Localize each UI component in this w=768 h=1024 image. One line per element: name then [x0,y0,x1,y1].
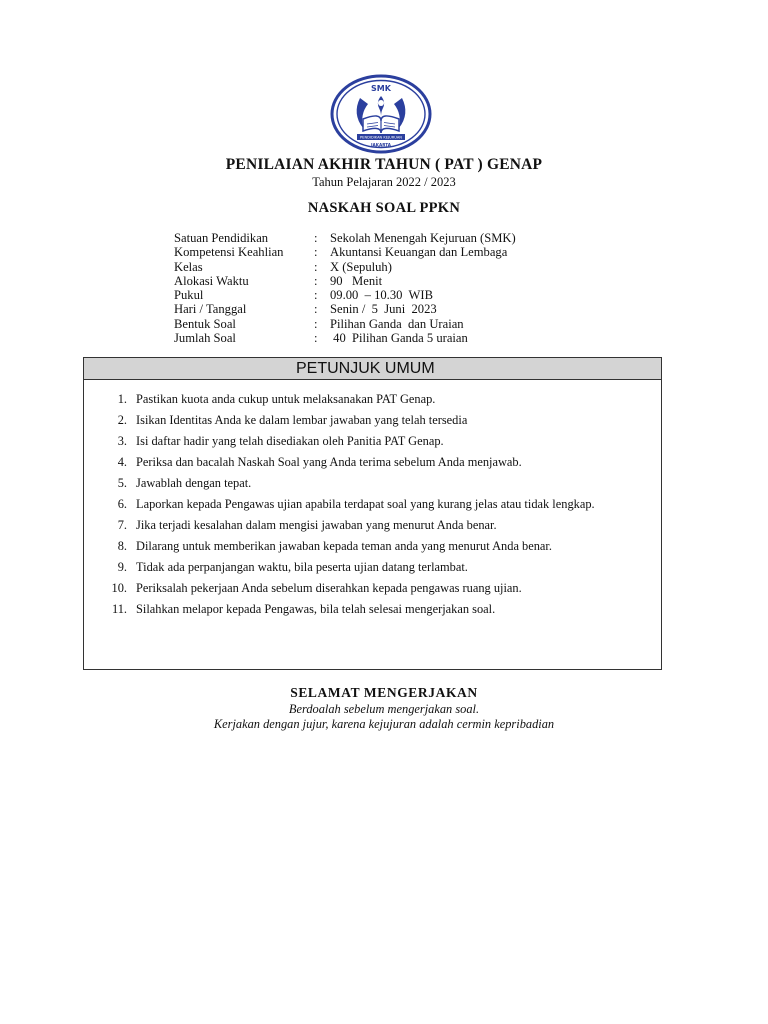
info-row [174,331,516,345]
info-label: Kelas [174,259,203,274]
list-item-text: Dilarang untuk memberikan jawaban kepada teman anda yang menurut Anda benar. [136,539,552,553]
list-item [84,473,661,494]
info-value: Pilihan Ganda dan Uraian [330,316,464,331]
info-colon: : [314,273,318,288]
list-item-text: Jawablah dengan tepat. [136,476,252,490]
list-item [84,515,661,536]
info-label: Hari / Tanggal [174,302,247,317]
document-title: PENILAIAN AKHIR TAHUN ( PAT ) GENAP [225,156,543,173]
list-item-text: Laporkan kepada Pengawas ujian apabila terdapat soal yang kurang jelas atau tidak lengkap. [136,497,595,511]
list-item-text: Isikan Identitas Anda ke dalam lembar jawaban yang telah tersedia [136,413,468,427]
instructions-box [83,357,662,670]
logo-top-text: SMK [371,84,391,93]
info-label: Satuan Pendidikan [174,231,269,245]
info-row [174,260,516,274]
info-label: Pukul [174,288,204,303]
academic-year: Tahun Pelajaran 2022 / 2023 [312,175,456,189]
info-row [174,302,516,316]
info-colon: : [314,302,318,317]
info-value: 90 Menit [330,273,383,288]
list-item [84,557,661,578]
list-item-number: 5. [117,476,127,490]
info-row [174,231,516,245]
info-value: 09.00 – 10.30 WIB [330,288,433,303]
list-item-number: 9. [117,560,127,574]
list-item-number: 11. [111,602,127,616]
list-item-number: 2. [117,413,127,427]
logo-bottom-text: JAKARTA [370,142,392,148]
list-item-number: 3. [117,434,127,448]
info-value: X (Sepuluh) [330,259,392,274]
info-value: 40 Pilihan Ganda 5 uraian [330,331,468,346]
school-logo [330,74,432,154]
info-label: Alokasi Waktu [174,273,249,288]
info-row [174,274,516,288]
list-item [84,536,661,557]
info-colon: : [314,331,318,346]
list-item-number: 10. [111,581,127,595]
subject-title: NASKAH SOAL PPKN [307,200,461,216]
info-value: Senin / 5 Juni 2023 [330,302,437,317]
info-colon: : [314,245,318,260]
list-item [84,599,661,620]
instructions-list [84,389,661,620]
list-item [84,452,661,473]
list-item-number: 6. [117,497,127,511]
logo-banner-text: PENDIDIKAN KEJURUAN [360,135,402,140]
list-item [84,410,661,431]
info-row [174,288,516,302]
info-colon: : [314,316,318,331]
info-row [174,317,516,331]
list-item-number: 4. [117,455,127,469]
list-item-text: Periksa dan bacalah Naskah Soal yang Anda terima sebelum Anda menjawab. [136,455,522,469]
list-item-text: Jika terjadi kesalahan dalam mengisi jawaban yang menurut Anda benar. [136,518,497,532]
list-item-text: Tidak ada perpanjangan waktu, bila peserta ujian datang terlambat. [136,560,468,574]
instructions-header: PETUNJUK UMUM [84,358,661,380]
list-item-text: Silahkan melapor kepada Pengawas, bila telah selesai mengerjakan soal. [136,602,496,616]
list-item [84,494,661,515]
list-item-text: Pastikan kuota anda cukup untuk melaksanakan PAT Genap. [136,392,436,406]
info-label: Bentuk Soal [174,316,236,331]
info-value: Akuntansi Keuangan dan Lembaga [330,245,508,260]
list-item-number: 8. [117,539,127,553]
info-value: Sekolah Menengah Kejuruan (SMK) [330,231,516,245]
info-label: Jumlah Soal [174,331,236,346]
info-colon: : [314,259,318,274]
closing-title: SELAMAT MENGERJAKAN [290,685,478,700]
list-item-number: 1. [117,392,127,406]
list-item [84,578,661,599]
exam-info-table [174,231,516,345]
info-label: Kompetensi Keahlian [174,245,284,260]
info-colon: : [314,288,318,303]
list-item-text: Isi daftar hadir yang telah disediakan oleh Panitia PAT Genap. [136,434,444,448]
info-row [174,245,516,259]
list-item-text: Periksalah pekerjaan Anda sebelum diserahkan kepada pengawas ruang ujian. [136,581,522,595]
list-item-number: 7. [117,518,127,532]
list-item [84,389,661,410]
closing-note-honesty: Kerjakan dengan jujur, karena kejujuran adalah cermin kepribadian [213,717,555,731]
closing-note-prayer: Berdoalah sebelum mengerjakan soal. [288,702,480,716]
info-colon: : [314,231,318,245]
list-item [84,431,661,452]
smk-emblem-icon [330,74,432,154]
